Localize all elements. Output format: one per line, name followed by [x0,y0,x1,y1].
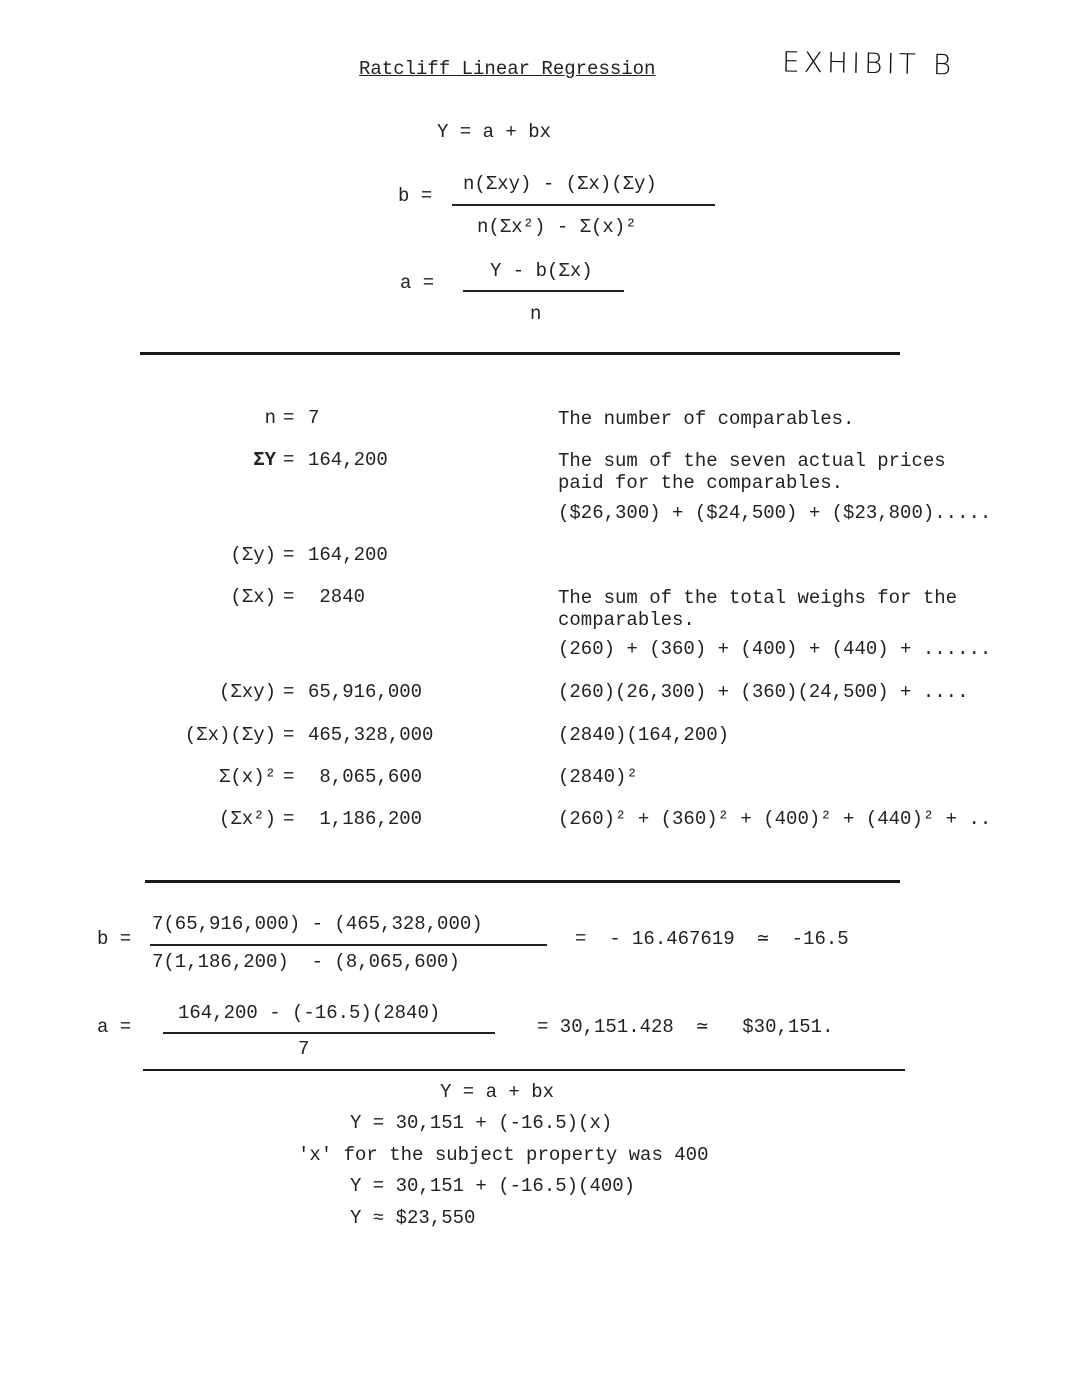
variable-description: The sum of the total weighs for the comparables. [558,587,958,631]
divider-bottom [143,1069,905,1071]
equals-sign: = [283,808,295,830]
b-formula-denominator: n(Σx²) - Σ(x)² [477,216,637,238]
variable-description: (2840)² [558,766,638,788]
calc-b-label: b = [97,928,132,950]
variable-description: (260)(26,300) + (360)(24,500) + .... [558,681,969,703]
divider-middle [145,880,900,883]
equals-sign: = [283,681,295,703]
exhibit-label: EXHIBIT B [781,45,956,82]
a-formula-fraction-bar [463,290,624,292]
calc-b-fraction-bar [150,944,547,946]
a-formula-denominator: n [530,303,542,325]
main-formula: Y = a + bx [437,121,552,143]
variable-value: 164,200 [308,544,388,566]
final-line-5: Y ≈ $23,550 [350,1207,476,1229]
final-line-1: Y = a + bx [440,1081,555,1103]
b-formula-label: b = [398,185,433,207]
variable-label: (Σx) [230,586,276,608]
a-formula-numerator: Y - b(Σx) [490,260,593,282]
calc-a-denominator: 7 [298,1038,310,1060]
page-title: Ratcliff Linear Regression [359,58,656,80]
variable-description: The sum of the seven actual prices paid for the comparables. [558,450,946,494]
variable-label: ΣY [253,449,276,471]
variable-label: (Σx)(Σy) [184,724,276,746]
equals-sign: = [283,724,295,746]
variable-label: (Σy) [230,544,276,566]
equals-sign: = [283,586,295,608]
variable-value: 164,200 [308,449,388,471]
equals-sign: = [283,449,295,471]
variable-value: 7 [308,407,320,429]
variable-label: Σ(x)² [218,766,276,788]
variable-label: n [264,407,276,429]
b-formula-numerator: n(Σxy) - (Σx)(Σy) [463,173,657,195]
calc-b-numerator: 7(65,916,000) - (465,328,000) [152,913,483,935]
calc-a-result: = 30,151.428 ≃ $30,151. [537,1016,834,1038]
variable-label: (Σxy) [218,681,276,703]
variable-description: The number of comparables. [558,408,855,430]
calc-a-label: a = [97,1016,132,1038]
variable-value: 2840 [308,586,366,608]
variable-detail: ($26,300) + ($24,500) + ($23,800)..... [558,502,992,524]
equals-sign: = [283,766,295,788]
variable-value: 65,916,000 [308,681,423,703]
variable-label: (Σx²) [218,808,276,830]
variable-description: (260)² + (360)² + (400)² + (440)² + .. [558,808,992,830]
variable-detail: (260) + (360) + (400) + (440) + ...... [558,638,992,660]
final-line-3: 'x' for the subject property was 400 [298,1144,709,1166]
calc-b-denominator: 7(1,186,200) - (8,065,600) [152,951,460,973]
variable-description: (2840)(164,200) [558,724,730,746]
equals-sign: = [283,544,295,566]
final-line-2: Y = 30,151 + (-16.5)(x) [350,1112,613,1134]
variable-value: 8,065,600 [308,766,423,788]
b-formula-fraction-bar [452,204,715,206]
variable-value: 1,186,200 [308,808,423,830]
equals-sign: = [283,407,295,429]
variable-value: 465,328,000 [308,724,434,746]
final-line-4: Y = 30,151 + (-16.5)(400) [350,1175,636,1197]
a-formula-label: a = [400,272,435,294]
divider-top [140,352,900,355]
calc-a-fraction-bar [163,1032,495,1034]
calc-a-numerator: 164,200 - (-16.5)(2840) [178,1002,441,1024]
calc-b-result: = - 16.467619 ≃ -16.5 [575,928,849,950]
